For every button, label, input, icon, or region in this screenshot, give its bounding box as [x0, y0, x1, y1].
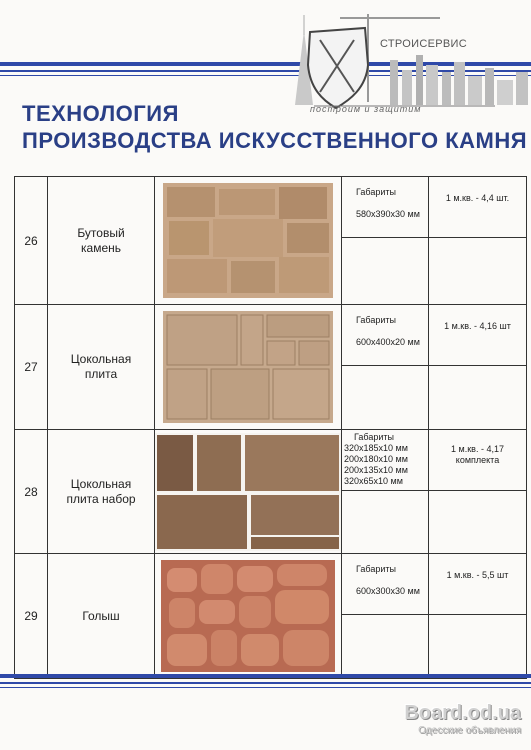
qty-upper — [429, 430, 526, 491]
item-photo-cell — [155, 554, 342, 679]
spec-dimension: 600х300х30 мм — [356, 586, 420, 596]
plinth-slab-photo — [163, 311, 333, 423]
item-number: 28 — [15, 430, 48, 554]
plinth-slab-set-photo — [155, 433, 341, 551]
item-number: 26 — [15, 177, 48, 305]
spec-cell — [342, 305, 429, 430]
item-photo-cell — [155, 177, 342, 305]
spec-lower — [342, 491, 428, 551]
item-number: 29 — [15, 554, 48, 679]
qty-cell — [429, 554, 527, 679]
catalog-table — [14, 176, 527, 679]
qty-upper — [429, 305, 526, 366]
table-row — [15, 554, 527, 679]
qty-lower — [429, 615, 526, 675]
item-name-line-1: Голыш — [82, 608, 120, 623]
bottom-stripe-1 — [0, 674, 531, 678]
spec-label: Габариты — [356, 187, 396, 197]
qty-value: 1 м.кв. - 4,16 шт — [444, 321, 511, 331]
qty-value-2: комплекта — [455, 455, 500, 465]
page-title — [22, 100, 527, 154]
table-row — [15, 177, 527, 305]
item-name — [48, 305, 155, 430]
spec-label: Габариты — [354, 432, 394, 442]
spec-dimension: 320х185х10 мм — [344, 443, 408, 453]
brand-name: СТРОИСЕРВИС — [380, 38, 467, 50]
item-name — [48, 554, 155, 679]
qty-value: 1 м.кв. - 4,4 шт. — [445, 193, 510, 203]
spec-upper — [342, 177, 428, 238]
spec-dimension: 600х400х20 мм — [356, 337, 420, 347]
item-name-line-1: Бутовый — [77, 225, 125, 240]
item-name-line-2: плита — [84, 367, 118, 381]
qty-lower — [429, 366, 526, 426]
item-number: 27 — [15, 305, 48, 430]
spec-upper — [342, 305, 428, 366]
item-name-line-1: Цокольная — [70, 352, 132, 366]
item-photo-cell — [155, 430, 342, 554]
table-row — [15, 305, 527, 430]
spec-dimension: 200х180х10 мм — [344, 454, 408, 464]
watermark-main: Board.od.ua — [404, 702, 521, 724]
brand-slogan: построим и защитим — [310, 104, 422, 114]
watermark-sub: Одесские объявления — [418, 725, 521, 736]
spec-lower — [342, 615, 428, 675]
qty-value: 1 м.кв. - 4,17 — [451, 444, 504, 454]
spec-upper — [342, 554, 428, 615]
qty-cell — [429, 177, 527, 305]
spec-dimension: 580х390х30 мм — [356, 209, 420, 219]
qty-lower — [429, 238, 526, 298]
rubble-stone-photo — [163, 183, 333, 298]
table-row — [15, 430, 527, 554]
qty-upper — [429, 554, 526, 615]
bottom-stripe-3 — [0, 687, 531, 688]
title-line-1: ТЕХНОЛОГИЯ — [22, 101, 179, 126]
item-photo-cell — [155, 305, 342, 430]
spec-cell — [342, 430, 429, 554]
item-name-line-2: плита набор — [66, 491, 136, 506]
watermark — [404, 702, 521, 736]
spec-dimension: 200х135х10 мм — [344, 465, 408, 475]
spec-lower — [342, 366, 428, 426]
qty-cell — [429, 305, 527, 430]
bottom-stripe-2 — [0, 682, 531, 684]
spec-upper — [342, 430, 428, 491]
spec-lower — [342, 238, 428, 298]
spec-dimension: 320х65х10 мм — [344, 476, 403, 486]
spec-cell — [342, 177, 429, 305]
item-name-line-2: камень — [81, 240, 121, 255]
title-line-2: ПРОИЗВОДСТВА ИСКУССТВЕННОГО КАМНЯ — [22, 128, 528, 153]
item-name — [48, 177, 155, 305]
qty-upper — [429, 177, 526, 238]
qty-lower — [429, 491, 526, 551]
spec-label: Габариты — [356, 315, 396, 325]
spec-label: Габариты — [356, 564, 396, 574]
qty-cell — [429, 430, 527, 554]
spec-cell — [342, 554, 429, 679]
cobblestone-photo — [161, 560, 335, 672]
qty-value: 1 м.кв. - 5,5 шт — [446, 570, 509, 580]
item-name-line-1: Цокольная — [70, 476, 132, 491]
item-name — [48, 430, 155, 554]
